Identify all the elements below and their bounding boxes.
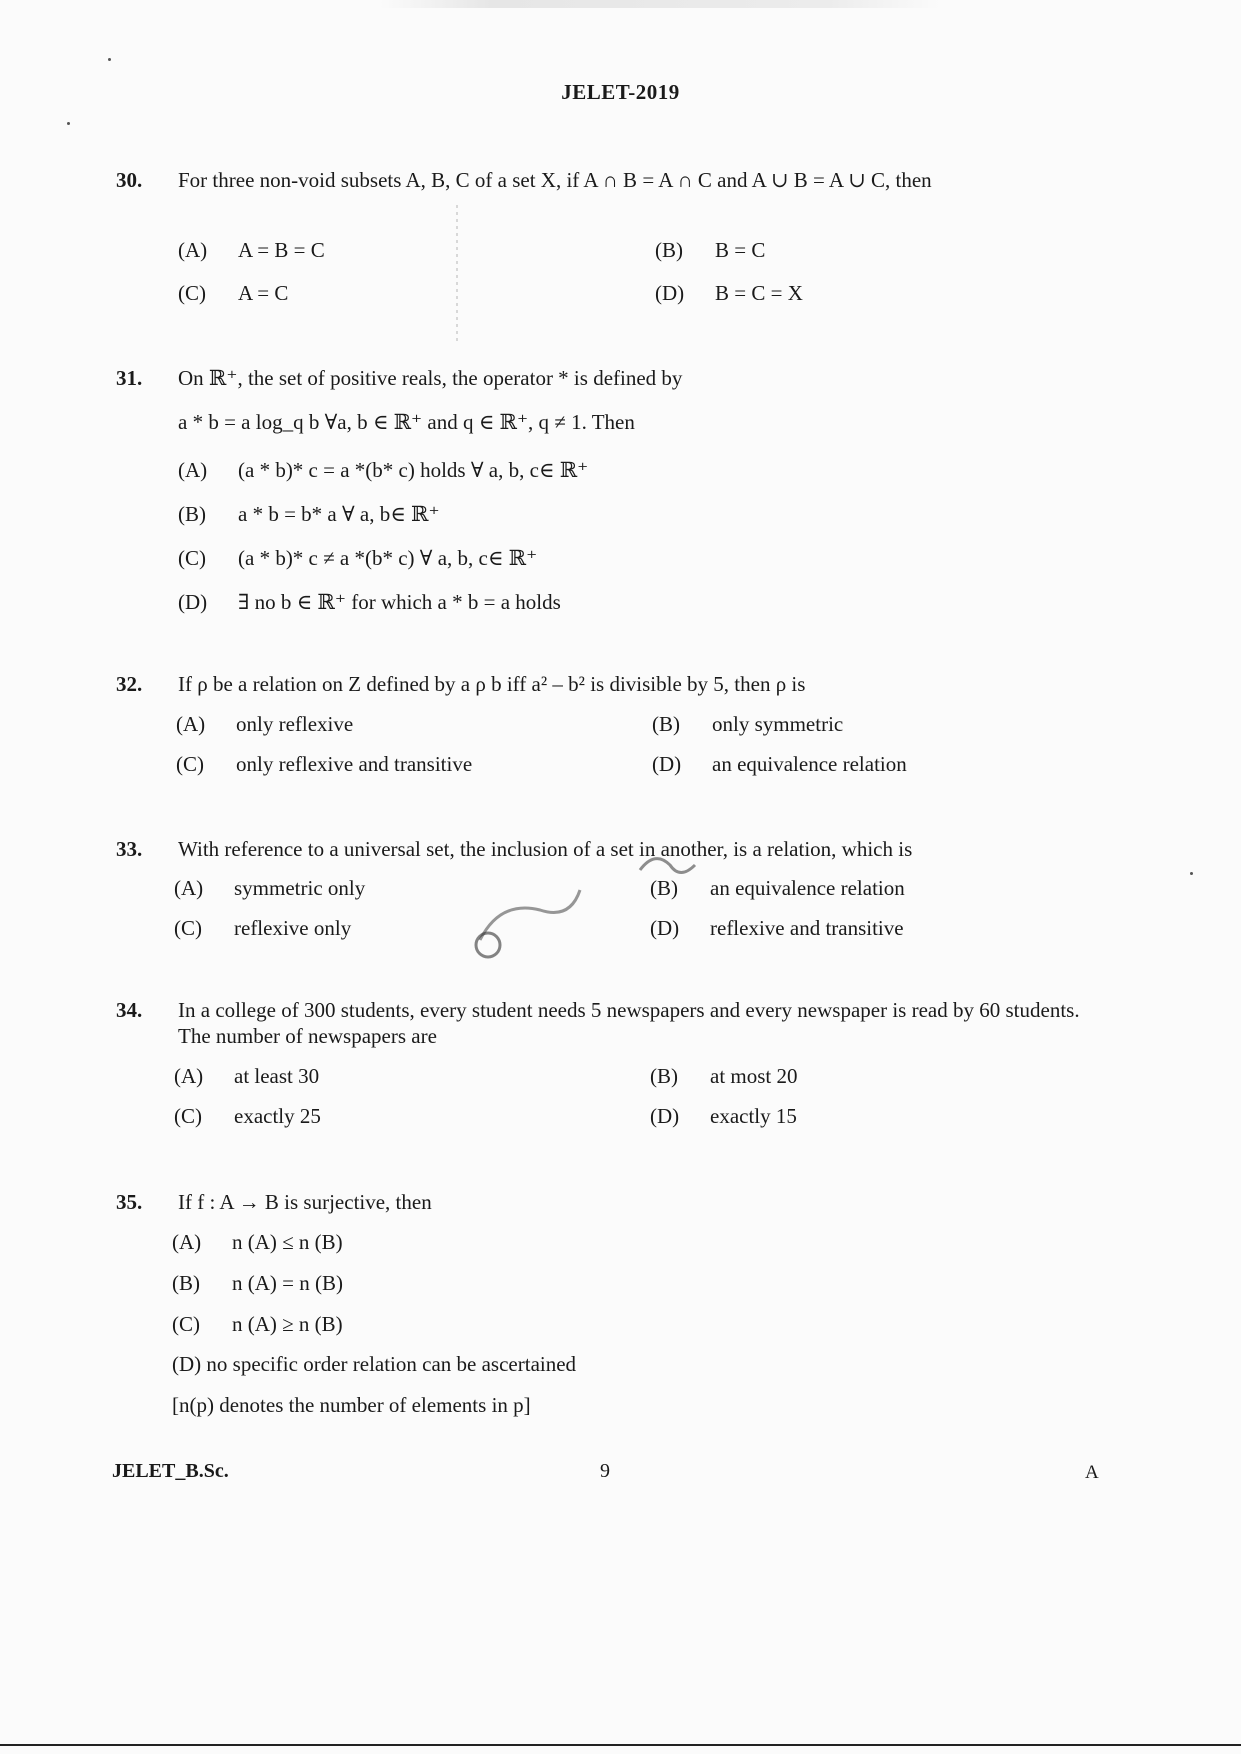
scan-artifact (456, 205, 458, 345)
page-title: JELET-2019 (561, 80, 680, 104)
question-text: If f : A → B is surjective, then (178, 1190, 432, 1214)
option-c: (C) only reflexive and transitive (176, 752, 473, 776)
question-number: 30. (116, 168, 143, 192)
option-a: (A) n (A) ≤ n (B) (172, 1230, 343, 1254)
question-number: 31. (116, 366, 143, 390)
option-d: (D) ∃ no b ∈ ℝ⁺ for which a * b = a holds (178, 590, 561, 614)
question-number: 32. (116, 672, 143, 696)
option-c: (C) reflexive only (174, 916, 352, 940)
option-a: (A) (a * b)* c = a *(b* c) holds ∀ a, b, c∈ ℝ⁺ (178, 458, 589, 482)
option-b: (B) n (A) = n (B) (172, 1271, 343, 1295)
option-c: (C) (a * b)* c ≠ a *(b* c) ∀ a, b, c∈ ℝ⁺ (178, 546, 538, 570)
question-text: On ℝ⁺, the set of positive reals, the operator * is defined by (178, 366, 683, 390)
question-text-line2: a * b = a log_q b ∀a, b ∈ ℝ⁺ and q ∈ ℝ⁺, q ≠ 1. Then (178, 410, 635, 434)
question-30 (116, 167, 1096, 193)
option-b: (B) B = C (655, 238, 766, 262)
scan-speck (67, 122, 70, 125)
option-c: (C) n (A) ≥ n (B) (172, 1312, 343, 1336)
set-label: A (1085, 1462, 1099, 1483)
question-text: If ρ be a relation on Z defined by a ρ b iff a² – b² is divisible by 5, then ρ is (178, 672, 806, 696)
question-text: In a college of 300 students, every student needs 5 newspapers and every newspaper is read by 60 students. The number of newspapers are (178, 998, 1080, 1048)
option-a: (A) symmetric only (174, 876, 366, 900)
option-d: (D) reflexive and transitive (650, 916, 904, 940)
question-text: For three non-void subsets A, B, C of a set X, if A ∩ B = A ∩ C and A ∪ B = A ∪ C, then (178, 168, 932, 192)
page-number: 9 (600, 1460, 610, 1482)
option-a: (A) only reflexive (176, 712, 354, 736)
option-a: (A) at least 30 (174, 1064, 320, 1088)
option-c: (C) A = C (178, 281, 289, 305)
option-d: (D) exactly 15 (650, 1104, 797, 1128)
question-32 (116, 671, 1096, 697)
question-number: 34. (116, 998, 143, 1022)
stamp-artifact (470, 830, 740, 980)
question-34 (116, 997, 1096, 1049)
scan-speck (108, 58, 111, 61)
footer-exam-code: JELET_B.Sc. (112, 1460, 229, 1482)
option-d: (D) no specific order relation can be ascertained (172, 1352, 577, 1376)
question-35 (116, 1189, 1096, 1215)
scan-speck (1190, 872, 1193, 875)
question-note: [n(p) denotes the number of elements in p] (172, 1393, 531, 1417)
question-number: 33. (116, 837, 143, 861)
question-number: 35. (116, 1190, 143, 1214)
question-text: With reference to a universal set, the inclusion of a set in another, is a relation, which is (178, 837, 913, 861)
option-a: (A) A = B = C (178, 238, 325, 262)
option-b: (B) only symmetric (652, 712, 844, 736)
option-d: (D) an equivalence relation (652, 752, 907, 776)
bottom-rule (0, 1744, 1241, 1746)
question-31 (116, 365, 1096, 391)
option-b: (B) a * b = b* a ∀ a, b∈ ℝ⁺ (178, 502, 440, 526)
option-d: (D) B = C = X (655, 281, 803, 305)
option-b: (B) an equivalence relation (650, 876, 905, 900)
option-c: (C) exactly 25 (174, 1104, 321, 1128)
scan-artifact (380, 0, 940, 8)
option-b: (B) at most 20 (650, 1064, 798, 1088)
